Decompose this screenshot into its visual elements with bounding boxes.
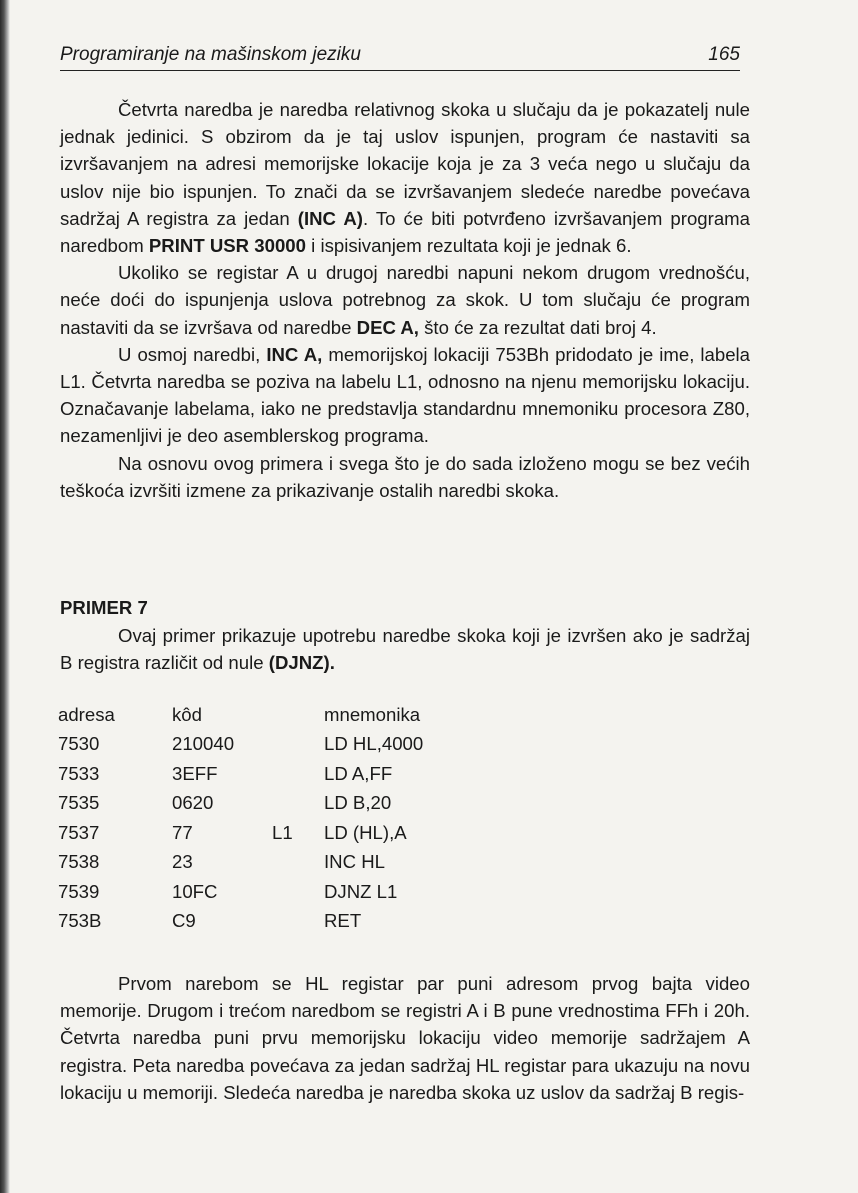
column-header-address: adresa	[58, 703, 115, 725]
column-header-code: kôd	[172, 703, 202, 725]
text-segment: i ispisivanjem rezultata koji je jednak 6.	[305, 235, 632, 257]
cell-code: 0620	[172, 792, 214, 814]
table-row	[58, 907, 524, 937]
cell-label	[272, 877, 324, 907]
example-intro	[60, 622, 750, 676]
intro-paragraph	[60, 622, 750, 676]
cell-label	[272, 730, 324, 760]
text-segment: . To će biti potvrđeno izvršavanjem programa naredbom	[60, 207, 750, 257]
cell-label	[272, 907, 324, 937]
cell-mnemonic: LD A,FF	[324, 762, 393, 784]
paragraph-4	[60, 450, 750, 504]
cell-address: 7530	[58, 733, 100, 755]
cell-address: 7539	[58, 880, 100, 902]
cell-mnemonic: LD B,20	[324, 792, 392, 814]
body-text-bottom	[60, 970, 750, 1106]
cell-address: 7533	[58, 762, 100, 784]
table-row	[58, 877, 524, 907]
table-row	[58, 759, 524, 789]
cell-label	[272, 759, 324, 789]
cell-address: 7537	[58, 821, 100, 843]
column-header-mnemonic: mnemonika	[324, 703, 421, 725]
text-segment: memorijskoj lokaciji 753Bh pridodato je ime, labela L1. Četvrta naredba se poziva na labelu L1, odnosno na njenu memorijsku lokaciju. Označavanje labelama, iako ne predstavlja standardnu mnemoniku procesora Z80, nezamenljivi je deo asemblerskog programa.	[60, 343, 751, 447]
cell-label: L1	[272, 821, 293, 843]
cell-mnemonic: LD HL,4000	[324, 733, 424, 755]
column-header-label	[272, 700, 324, 730]
paragraph-1	[60, 96, 750, 259]
cell-address: 7538	[58, 851, 100, 873]
cell-mnemonic: RET	[324, 910, 362, 932]
paragraph-2	[60, 259, 750, 341]
text-segment: što će za rezultat dati broj 4.	[418, 316, 657, 338]
cell-mnemonic: INC HL	[324, 851, 385, 873]
cell-address: 7535	[58, 792, 100, 814]
text-segment: Četvrta naredba je naredba relativnog skoka u slučaju da je pokazatelj nule jednak jedinici. S obzirom da je taj uslov ispunjen, program će nastaviti sa izvršavanjem na adresi memorijske lokacije koja je za 3 veća nego u slučaju da uslov nije bio ispunjen. To znači da se izvršavanjem sledeće naredbe povećava sadržaj A registra za jedan	[60, 99, 750, 229]
table-row	[58, 730, 524, 760]
bold-segment: PRINT USR 30000	[148, 235, 306, 257]
page-header	[60, 40, 740, 71]
example-heading: PRIMER 7	[60, 597, 148, 618]
table-row	[58, 848, 524, 878]
cell-code: 77	[172, 821, 193, 843]
cell-code: 10FC	[172, 880, 218, 902]
cell-label	[272, 789, 324, 819]
cell-code: 23	[172, 851, 193, 873]
bold-segment: INC A,	[266, 343, 323, 365]
cell-label	[272, 848, 324, 878]
text-segment: U osmoj naredbi,	[118, 343, 267, 365]
book-spine-shadow	[0, 0, 10, 1193]
table-row	[58, 789, 524, 819]
cell-mnemonic: DJNZ L1	[324, 880, 398, 902]
text-segment: Ukoliko se registar A u drugoj naredbi napuni nekom drugom vrednošću, neće doći do ispunjenja uslova potrebnog za skok. U tom slučaju će program nastaviti da se izvršava od naredbe	[60, 262, 750, 338]
paragraph-5	[60, 970, 750, 1106]
text-segment: Ovaj primer prikazuje upotrebu naredbe skoka koji je izvršen ako je sadržaj B registra različit od nule	[60, 625, 750, 674]
cell-code: 210040	[172, 733, 235, 755]
cell-mnemonic: LD (HL),A	[324, 821, 407, 843]
table-header-row	[58, 700, 524, 730]
code-listing-table	[58, 700, 524, 936]
page-number: 165	[708, 44, 740, 65]
text-segment: Na osnovu ovog primera i svega što je do sada izloženo mogu se bez većih teškoća izvršiti izmene za prikazivanje ostalih naredbi skoka.	[60, 452, 750, 501]
running-title: Programiranje na mašinskom jeziku	[60, 44, 361, 65]
cell-address: 753B	[58, 910, 102, 932]
cell-code: C9	[172, 910, 196, 932]
bold-segment: (DJNZ).	[268, 652, 335, 674]
table-row	[58, 818, 524, 848]
body-text-top	[60, 96, 750, 504]
text-segment: Prvom narebom se HL registar par puni adresom prvog bajta video memorije. Drugom i trećom naredbom se registri A i B pune vrednostima FFh i 20h. Četvrta naredba puni prvu memorijsku lokaciju video memorije sadržajem A registra. Peta naredba povećava za jedan sadržaj HL registar para ukazuju na novu lokaciju u memoriji. Sledeća naredba je naredba skoka uz uslov da sadržaj B regis-	[60, 973, 750, 1103]
bold-segment: DEC A,	[356, 316, 419, 338]
paragraph-3	[60, 341, 750, 450]
cell-code: 3EFF	[172, 762, 218, 784]
bold-segment: (INC A)	[297, 207, 363, 229]
